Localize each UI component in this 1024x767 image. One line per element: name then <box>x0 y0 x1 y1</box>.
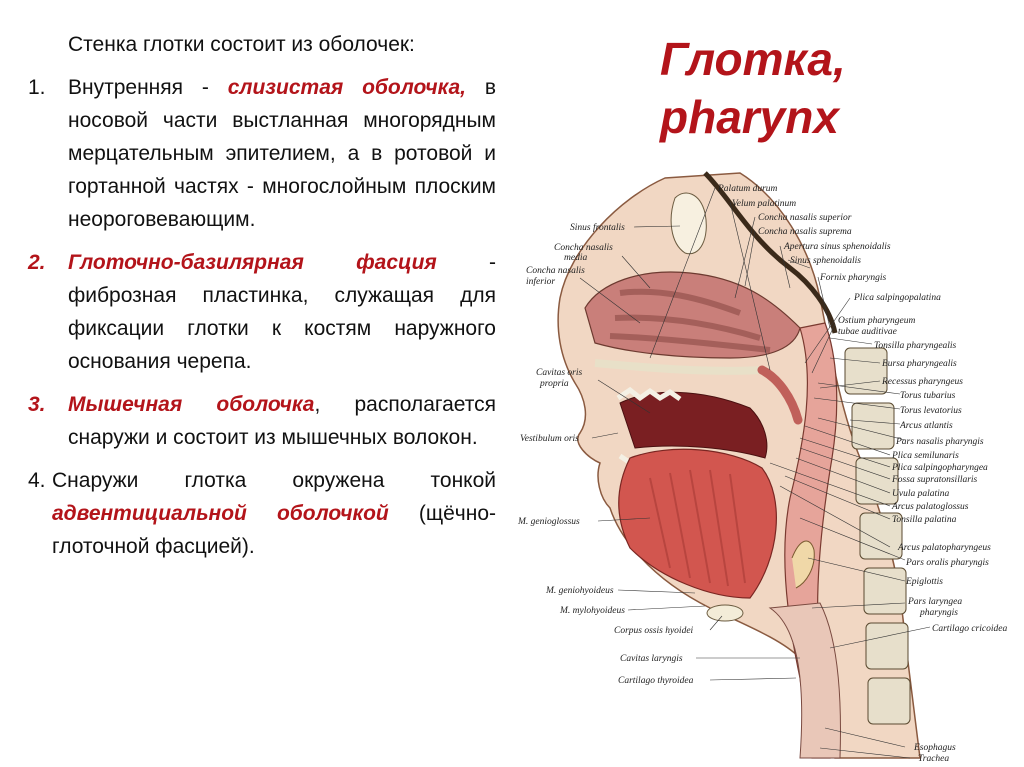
label-concha-inferior-2: inferior <box>526 277 556 287</box>
label-pars-laryngea-1: Pars laryngea <box>908 597 963 607</box>
item-number: 2. <box>28 251 46 274</box>
title-line-1: Глотка, <box>660 33 846 85</box>
label-corpus-ossis-hyoidei: Corpus ossis hyoidei <box>614 626 694 636</box>
label-fornix-pharyngis: Fornix pharyngis <box>820 273 887 283</box>
item4-term: адвентициальной оболочкой <box>52 502 389 525</box>
label-sinus-sphenoidalis: Sinus sphenoidalis <box>790 256 861 266</box>
list-item-1 <box>28 71 496 236</box>
item-number: 1. <box>28 76 46 99</box>
label-arcus-atlantis: Arcus atlantis <box>900 421 953 431</box>
intro-text: Стенка глотки состоит из оболочек: <box>68 33 415 56</box>
list-item-3 <box>28 388 496 454</box>
list-item-4 <box>28 464 496 563</box>
label-esophagus: Esophagus <box>914 743 956 753</box>
label-m-mylohyoideus: M. mylohyoideus <box>560 606 625 616</box>
label-sinus-frontalis: Sinus frontalis <box>570 223 625 233</box>
item1-post: в носовой части выстланная многорядным мерцательным эпителием, а в ротовой и гортанной частях - многослойным плоским неороговевающим. <box>68 76 496 231</box>
label-ostium-2: tubae auditivae <box>838 327 897 337</box>
list-item-2 <box>28 246 496 378</box>
label-tonsilla-pharyngealis: Tonsilla pharyngealis <box>874 341 957 351</box>
text-block <box>28 28 496 563</box>
label-arcus-palatoglossus: Arcus palatoglossus <box>892 502 969 512</box>
pharynx-sagittal-diagram <box>500 158 1024 764</box>
label-palatum-durum: Palatum durum <box>718 184 778 194</box>
label-pars-nasalis: Pars nasalis pharyngis <box>896 437 984 447</box>
label-trachea: Trachea <box>918 754 950 764</box>
label-cavitas-oris-1: Cavitas oris <box>536 368 583 378</box>
item3-post: , располагается снаружи и состоит из мышечных волокон. <box>68 393 496 449</box>
label-concha-nasalis-suprema: Concha nasalis suprema <box>758 227 852 237</box>
label-concha-media-2: media <box>564 253 588 263</box>
item2-post: - фиброзная пластинка, служащая для фиксации глотки к костям наружного основания черепа. <box>68 251 497 373</box>
label-apertura-sinus: Apertura sinus sphenoidalis <box>784 242 891 252</box>
item4-post: (щёчно- глоточной фасцией). <box>52 502 496 558</box>
title-line-2: pharynx <box>660 91 839 143</box>
label-concha-media-1: Concha nasalis <box>554 243 613 253</box>
item3-term: Мышечная оболочка <box>68 393 315 416</box>
label-plica-salpingopharyngea: Plica salpingopharyngea <box>892 463 988 473</box>
item2-term: Глоточно-базилярная фасция <box>68 251 437 274</box>
item4-pre: Снаружи глотка окружена тонкой <box>52 469 496 492</box>
item1-pre: Внутренняя - <box>68 76 228 99</box>
label-arcus-palatopharyngeus: Arcus palatopharyngeus <box>898 543 991 553</box>
label-cavitas-laryngis: Cavitas laryngis <box>620 654 683 664</box>
label-concha-nasalis-superior: Concha nasalis superior <box>758 213 852 223</box>
label-torus-levatorius: Torus levatorius <box>900 406 962 416</box>
label-concha-inferior-1: Concha nasalis <box>526 266 585 276</box>
label-plica-semilunaris: Plica semilunaris <box>892 451 959 461</box>
label-cavitas-oris-2: propria <box>540 379 569 389</box>
item-number: 4. <box>28 469 46 492</box>
label-cartilago-thyroidea: Cartilago thyroidea <box>618 676 694 686</box>
label-torus-tubarius: Torus tubarius <box>900 391 956 401</box>
label-ostium-1: Ostium pharyngeum <box>838 316 916 326</box>
hyoid-bone <box>707 605 743 621</box>
label-bursa-pharyngealis: Bursa pharyngealis <box>882 359 957 369</box>
label-cartilago-cricoidea: Cartilago cricoidea <box>932 624 1008 634</box>
label-pars-oralis: Pars oralis pharyngis <box>906 558 989 568</box>
label-tonsilla-palatina: Tonsilla palatina <box>892 515 957 525</box>
page-title <box>660 30 990 146</box>
item-number: 3. <box>28 393 46 416</box>
label-pars-laryngea-2: pharyngis <box>920 608 958 618</box>
label-recessus-pharyngeus: Recessus pharyngeus <box>882 377 963 387</box>
label-epiglottis: Epiglottis <box>906 577 943 587</box>
tongue <box>619 449 777 598</box>
label-vestibulum-oris: Vestibulum oris <box>520 434 579 444</box>
label-m-geniohyoideus: M. geniohyoideus <box>546 586 614 596</box>
item1-term: слизистая оболочка, <box>227 76 466 99</box>
label-plica-salpingopalatina: Plica salpingopalatina <box>854 293 941 303</box>
label-m-genioglossus: M. genioglossus <box>518 517 580 527</box>
label-uvula-palatina: Uvula palatina <box>892 489 950 499</box>
label-velum-palatinum: Velum palatinum <box>732 199 797 209</box>
label-fossa-supratonsillaris: Fossa supratonsillaris <box>892 475 978 485</box>
